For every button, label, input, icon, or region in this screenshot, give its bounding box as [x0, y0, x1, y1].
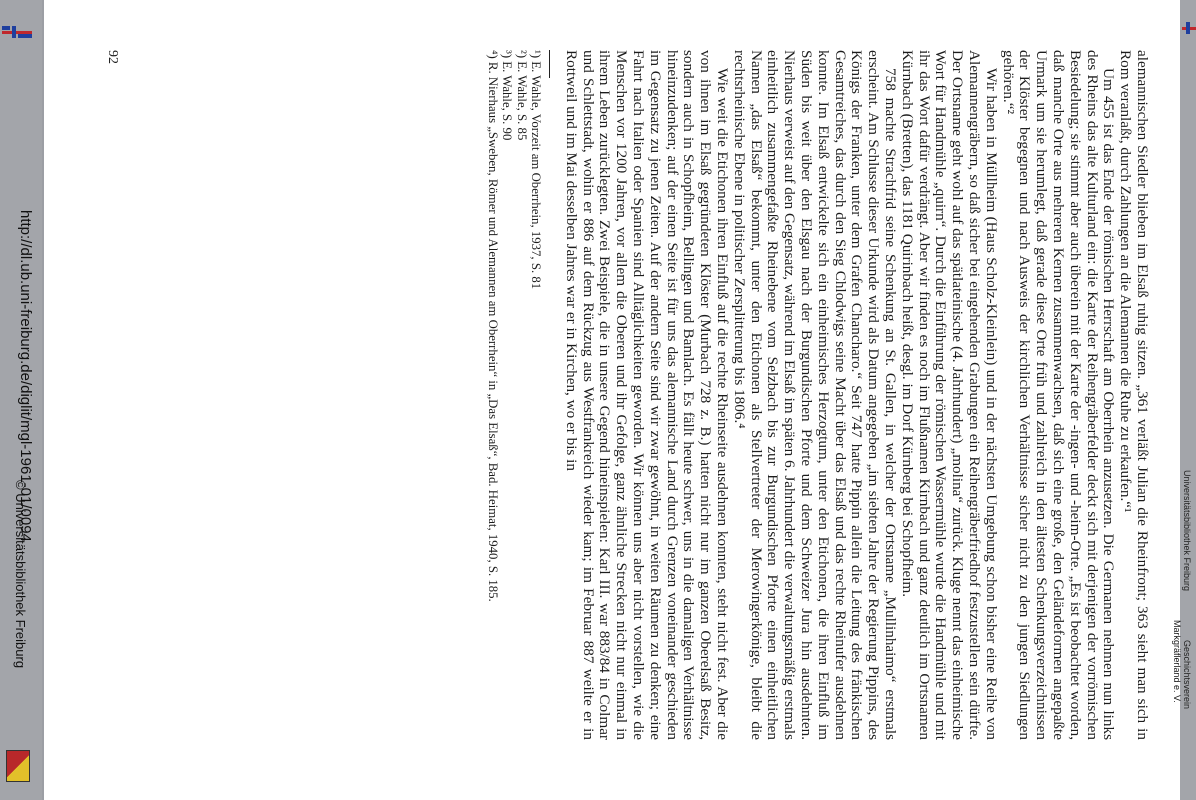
footnote: ¹) E. Wahle, Vorzeit am Oberrhein, 1937, S. 81	[529, 50, 544, 290]
library-name: Universitätsbibliothek Freiburg	[1182, 470, 1192, 592]
copyright-notice: © Universitätsbibliothek Freiburg	[13, 480, 28, 669]
footnote: ⁴) R. Nierhaus „Sweben, Römer und Alemannen am Oberrhein“ in „Das Elsaß“, Bad. Heimat, 1940, S. 185.	[485, 50, 500, 602]
footnote-divider	[549, 50, 550, 78]
flag-icon	[2, 26, 32, 38]
publisher-subtitle: Markgräflerland e. V.	[1172, 620, 1182, 703]
footnotes	[485, 50, 543, 740]
publisher-name: Geschichtsverein	[1182, 640, 1192, 710]
footnote: ²) E. Wahle, S. 85	[514, 50, 529, 141]
paragraph: alemannischen Siedler blieben im Elsaß ruhig sitzen. „361 verläßt Julian die Rheinfront; 363 sieht man sich in Rom veranlaßt, durch Zahlungen an die Alemannen die Ruhe zu erkaufen.“¹	[1117, 50, 1151, 740]
paragraph: 758 machte Strachfrid seine Schenkung an St. Gallen, in welcher der Ortsname „Mullinhaimo“ erstmals erscheint. Am Schlusse dieser Urkunde wird als Datum angegeben „im siebten Jahre der Regierung Pippins, des Königs der Franken, unter dem Grafen Chancharo.“ Seit 747 hatte Pippin allein die Leitung des fränkischen Gesamtreiches, das durch den Sieg Chlodwigs seine Macht über das Elsaß und das rechte Rheinufer ausdehnen konnte. Im Elsaß entwickelte sich ein einheimisches Herzogtum, unter den Etichonen, die ihren Einfluß im Süden bis weit über den Elsgau nach der Burgundischen Pforte und dem Schweizer Jura hin ausdehnten. Nierhaus verweist auf den Gegensatz, während im Elsaß im späten 6. Jahrhundert die verwaltungsmäßig erstmals einheitlich zusammengefaßte Rheinebene vom Selzbach bis zur Burgundischen Pforte einen einheitlichen Namen „das Elsaß“ bekommt, unter den Etichonen als Stellvertreter der Merowingerkönige, bleibt die rechtsrheinische Ebene in politischer Zersplitterung bis 1806.⁴	[730, 50, 900, 740]
footnote: ³) E. Wahle, S. 90	[500, 50, 515, 141]
crest-icon	[6, 750, 30, 782]
paragraph: Wie weit die Etichonen ihren Einfluß auf die rechte Rheinseite ausdehnen konnten, steht nicht fest. Aber die von ihnen im Elsaß gegründeten Klöster (Murbach 728 z. B.) hatten nicht nur im ganzen Oberelsaß Besitz, sondern auch in Schopfheim, Bellingen und Bamlach. Es fällt heute schwer, uns in die damaligen Verhältnisse hineinzudenken; auf der einen Seite ist für uns das alemannische Land durch Grenzen voneinander geschieden im Gegensatz zu jenen Zeiten. Auf der andern Seite sind wir zwar gewöhnt, in weiten Räumen zu denken; eine Fahrt nach Italien oder Spanien sind Alltäglichkeiten geworden. Wir können uns aber nicht vorstellen, wie die Menschen vor 1200 Jahren, vor allem die Oberen und ihr Gefolge, ganz ähnliche Strecken nicht nur einmal in ihrem Leben zurücklegten. Zwei Beispiele, die in unsere Gegend hineinspielen: Karl III. war 883/84 in Colmar und Schlettstadt, wohin er 886 auf dem Rückzug aus Westfrankreich wieder kam; im Februar 887 weilte er in Rottweil und im Mai desselben Jahres war er in Kirchen, wo er bis in	[562, 50, 732, 740]
page-number: 92	[105, 50, 120, 64]
flag-icon	[1182, 22, 1196, 34]
paragraph: Wir haben in Müllheim (Haus Scholz-Kleinlein) und in der nächsten Umgebung schon bisher eine Reihe von Alemannengräbern, so daß sicher bei eingehenden Grabungen ein Reihengräberfriedhof festzustellen sein dürfte. Der Ortsname geht wohl auf das spätlateinische (4. Jahrhundert) „molina“ zurück. Kluge nennt das einheimische Wort für Handmühle „quirn“. Durch die Einführung der römischen Wassermühle wurde die Handmühle und mit ihr das Wort dafür verdrängt. Aber wir finden es noch im Flußnamen Kirnbach und ganz deutlich im Ortsnamen Kürnbach (Bretten), das 1181 Quirinbach heißt, desgl. im Dorf Kürnberg bei Schopfheim.	[898, 50, 1000, 740]
rotated-book-page	[44, 0, 1180, 800]
paragraph: Um 455 ist das Ende der römischen Herrschaft am Oberrhein anzusetzen. Die Germanen nehmen nun links des Rheins das alte Kulturland ein: die Karte der Reihengräberfelder deckt sich mit derjenigen der vorrömischen Besiedelung; sie stimmt aber auch überein mit der Karte der -ingen- und -heim-Orte. „Es ist beobachtet worden, daß manche Orte aus mehreren Kernen zusammenwachsen, daß sich eine große, den Geländeformen angepaßte Urmark um sie herumlegt, daß gerade diese Orte früh und zahlreich in den ältesten Schenkungsverzeichnissen der Klöster begegnen und nach Ausweis der kirchlichen Verhältnisse sicher nicht zu den jungen Siedlungen gehören.“²	[999, 50, 1118, 740]
source-url[interactable]: http://dl.ub.uni-freiburg.de/diglit/mgl-1961-01/0094	[17, 210, 34, 542]
book-text	[485, 50, 1150, 740]
